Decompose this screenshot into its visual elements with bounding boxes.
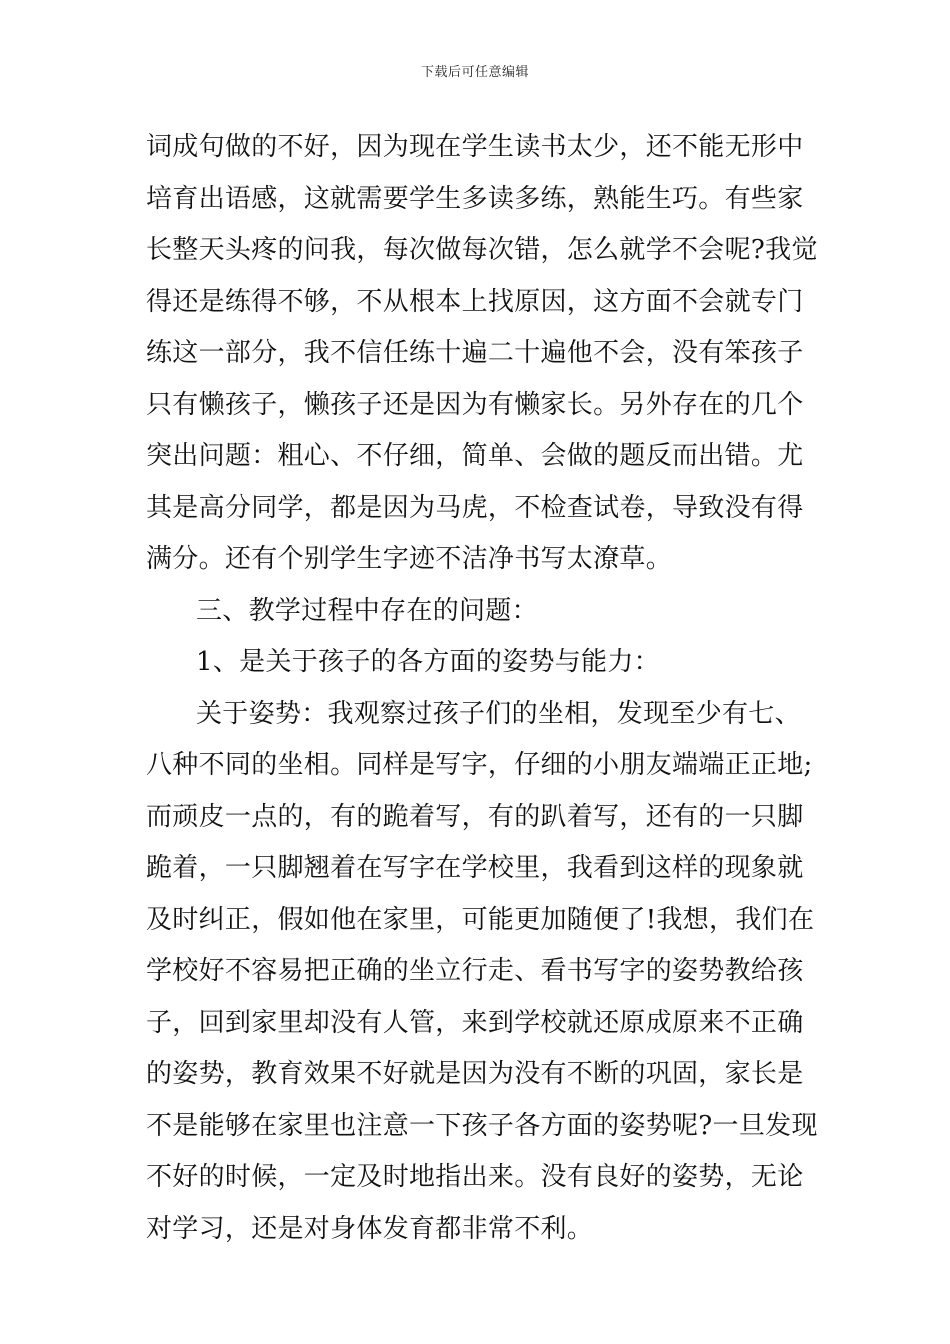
text-line: 其是高分同学，都是因为马虎，不检查试卷，导致没有得 [146,492,804,523]
text-line: 词成句做的不好，因为现在学生读书太少，还不能无形中 [146,132,804,162]
paragraph-posture [146,689,818,1256]
text-line: 培育出语感，这就需要学生多读多练，熟能生巧。有些家 [146,183,804,214]
text-line: 对学习，还是对身体发育都非常不利。 [146,1213,594,1244]
text-line: 不是能够在家里也注意一下孩子各方面的姿势呢?一旦发现 [146,1110,818,1141]
subsection-heading [146,637,808,689]
text-line: 八种不同的坐相。同样是写字，仔细的小朋友端端正正地; [146,750,813,780]
text-line: 长整天头疼的问我，每次做每次错，怎么就学不会呢?我觉 [146,235,818,265]
text-line: 而顽皮一点的，有的跪着写，有的趴着写，还有的一只脚 [146,801,804,832]
text-line: 得还是练得不够，不从根本上找原因，这方面不会就专门 [146,286,804,317]
text-line: 练这一部分，我不信任练十遍二十遍他不会，没有笨孩子 [146,338,804,368]
section-heading [146,586,808,638]
text-line: 关于姿势：我观察过孩子们的坐相，发现至少有七、 [196,698,801,729]
page-header: 下载后可任意编辑 [420,65,529,80]
text-line: 只有懒孩子，懒孩子还是因为有懒家长。另外存在的几个 [146,389,804,420]
text-line: 学校好不容易把正确的坐立行走、看书写字的姿势教给孩 [146,956,804,986]
text-line: 的姿势，教育效果不好就是因为没有不断的巩固，家长是 [146,1059,804,1089]
document-body [146,122,818,1255]
text-line: 子，回到家里却没有人管，来到学校就还原成原来不正确 [146,1007,804,1038]
text-line: 不好的时候，一定及时地指出来。没有良好的姿势，无论 [146,1162,804,1192]
heading-line: 1、是关于孩子的各方面的姿势与能力： [196,647,660,677]
heading-line: 三、教学过程中存在的问题： [196,595,538,626]
text-line: 跪着，一只脚翘着在写字在学校里，我看到这样的现象就 [146,853,804,883]
paragraph-1 [146,122,818,586]
text-line: 及时纠正，假如他在家里，可能更加随便了!我想，我们在 [146,904,815,935]
text-line: 突出问题：粗心、不仔细，简单、会做的题反而出错。尤 [146,441,804,471]
text-line: 满分。还有个别学生字迹不洁净书写太潦草。 [146,544,673,574]
